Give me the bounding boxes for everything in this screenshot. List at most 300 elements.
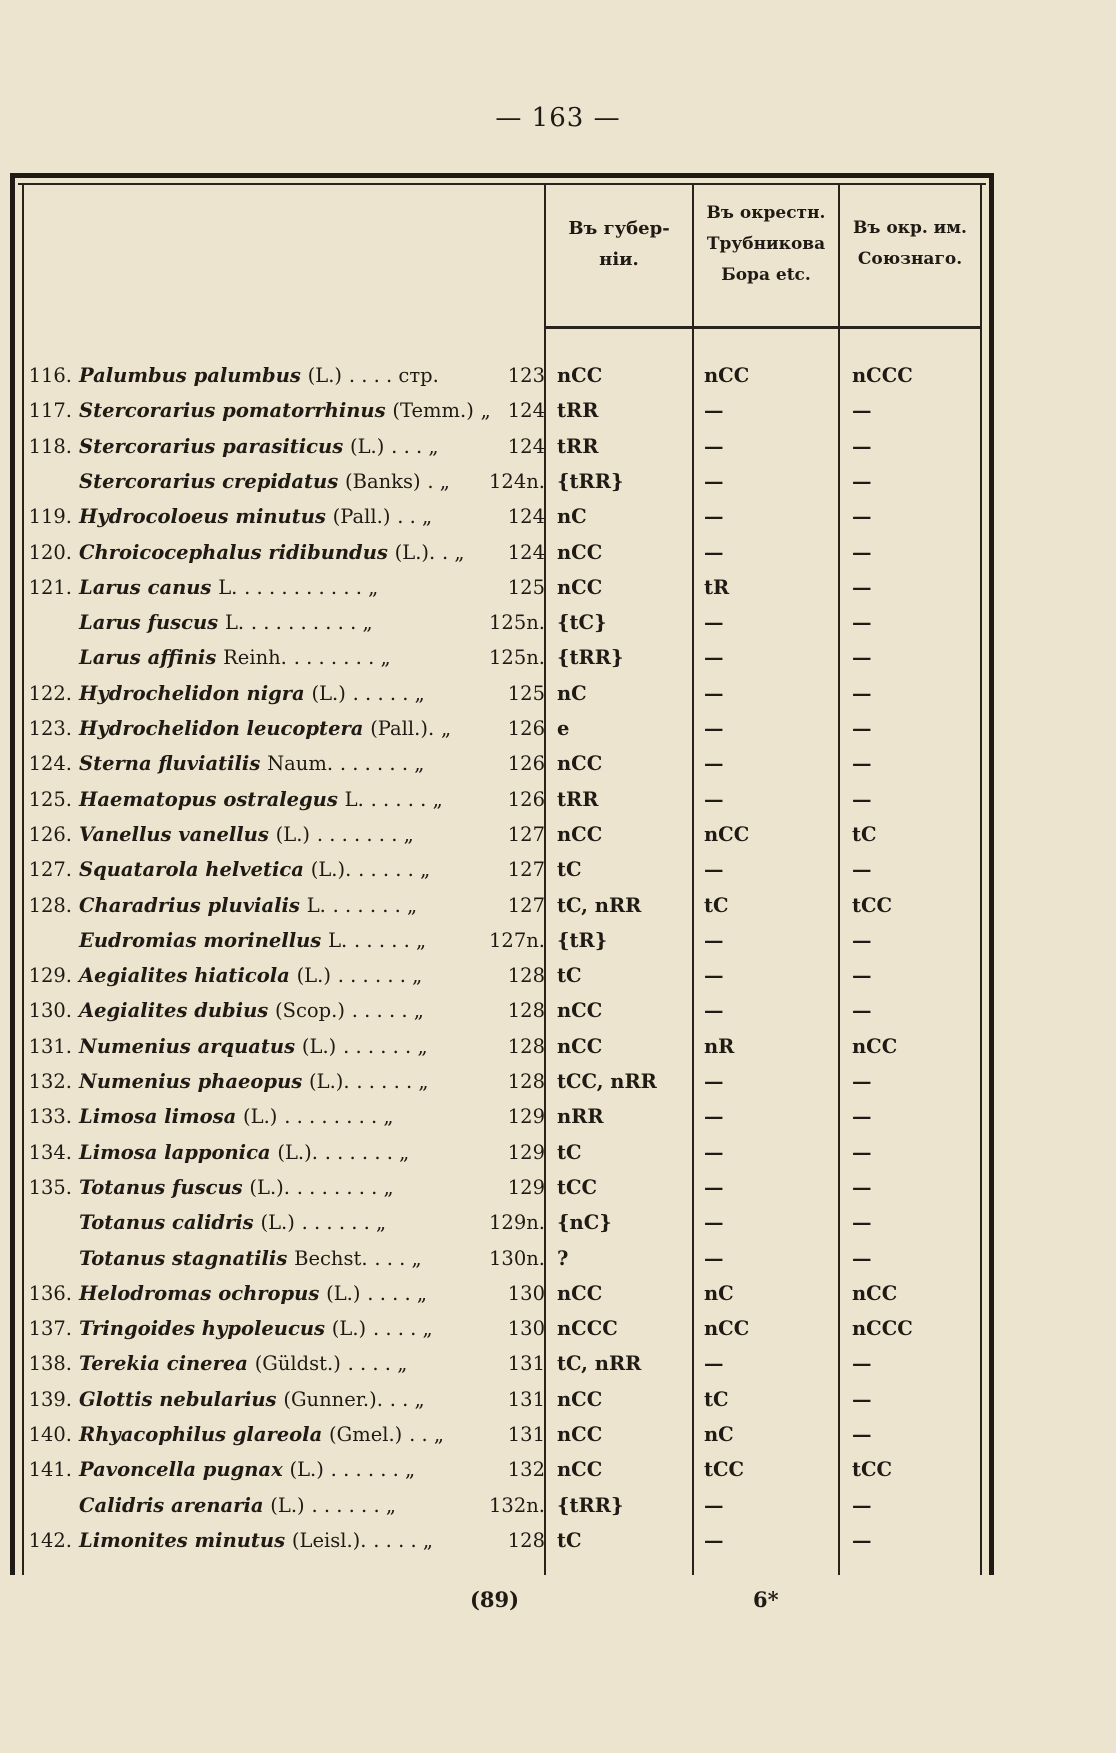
table-row <box>26 393 980 428</box>
page-reference: 127n. <box>489 928 545 952</box>
page-reference: 124 <box>507 540 545 564</box>
status-trubnikov: tR <box>704 575 730 599</box>
page-reference: 123 <box>507 364 545 387</box>
page-reference: 127 <box>507 822 545 846</box>
species-latin-name: Helodromas ochropus <box>79 1281 320 1305</box>
status-trubnikov: — <box>704 399 724 423</box>
species-author: (L.) <box>350 434 385 458</box>
species-name <box>79 1170 394 1205</box>
species-author: L. <box>224 611 245 635</box>
dot-leader: . . . . . . . „ <box>296 1175 394 1199</box>
species-latin-name: Stercorarius parasiticus <box>79 434 344 458</box>
column-header-trubnikov-line-3: Бора etc. <box>721 265 811 285</box>
species-latin-name: Hydrocoloeus minutus <box>79 505 326 529</box>
species-number: 129. <box>28 964 72 988</box>
status-soyuznoe: nCCC <box>852 364 913 387</box>
species-number: 117. <box>28 399 72 423</box>
species-author: Bechst. <box>294 1246 368 1270</box>
table-row <box>26 1452 980 1487</box>
species-number: 120. <box>28 540 72 564</box>
status-soyuznoe: — <box>852 752 872 776</box>
species-number: 142. <box>28 1528 72 1552</box>
status-gubernia: nRR <box>557 1105 604 1129</box>
page-reference: 132n. <box>489 1493 545 1517</box>
status-trubnikov: — <box>704 1140 724 1164</box>
status-gubernia: {nC} <box>557 1211 612 1235</box>
status-trubnikov: — <box>704 1352 724 1376</box>
status-trubnikov: — <box>704 646 724 670</box>
status-gubernia: ? <box>557 1246 569 1270</box>
table-row <box>26 923 980 958</box>
species-author: (L.) <box>275 822 311 846</box>
species-name <box>79 499 432 534</box>
dot-leader: . . . . . . „ <box>332 893 418 917</box>
species-number: 130. <box>28 999 72 1023</box>
species-author: (Gunner.). <box>283 1387 383 1411</box>
species-latin-name: Numenius phaeopus <box>79 1070 303 1093</box>
status-soyuznoe: tC <box>852 822 877 846</box>
status-trubnikov: tCC <box>704 1458 745 1482</box>
status-gubernia: tC <box>557 964 582 988</box>
species-name <box>79 1205 386 1240</box>
species-number: 119. <box>28 505 72 529</box>
species-name <box>79 817 414 852</box>
page-reference: 132 <box>507 1458 545 1482</box>
status-gubernia: nCC <box>557 1423 603 1446</box>
species-name <box>79 1311 433 1346</box>
species-name <box>79 1099 393 1134</box>
page-reference: 126 <box>507 787 545 811</box>
header-underline <box>546 326 980 329</box>
status-soyuznoe: — <box>852 681 872 705</box>
species-number: 133. <box>28 1105 72 1129</box>
species-name <box>79 1488 396 1523</box>
status-trubnikov: — <box>704 717 724 740</box>
table-row <box>26 852 980 887</box>
page-reference: 124 <box>507 505 545 529</box>
species-author: (L.) <box>331 1317 367 1341</box>
status-gubernia: nCC <box>557 575 603 599</box>
page-reference: 128 <box>507 1528 545 1552</box>
page-reference: 127 <box>507 858 545 882</box>
table-row <box>26 1135 980 1170</box>
page-reference: 128 <box>507 999 545 1023</box>
table-row <box>26 429 980 464</box>
species-number: 137. <box>28 1317 72 1341</box>
status-trubnikov: — <box>704 1105 724 1129</box>
page-reference: 131 <box>507 1352 545 1376</box>
species-name <box>79 1276 427 1311</box>
species-latin-name: Numenius arquatus <box>79 1034 296 1058</box>
page-reference: 127 <box>507 893 545 917</box>
dot-leader: . . . . . . „ <box>311 1493 396 1517</box>
status-soyuznoe: — <box>852 646 872 670</box>
species-latin-name: Hydrochelidon nigra <box>79 681 305 705</box>
dot-leader: . . . . . . . . „ <box>284 1105 394 1129</box>
status-trubnikov: nC <box>704 1281 734 1305</box>
species-name <box>79 711 451 746</box>
status-soyuznoe: — <box>852 1493 872 1517</box>
dot-leader: . . . . . . „ <box>330 1458 416 1482</box>
dot-leader: . . . . . „ <box>370 787 443 811</box>
status-soyuznoe: — <box>852 575 872 599</box>
status-soyuznoe: — <box>852 505 872 529</box>
species-author: L. <box>328 928 348 952</box>
status-gubernia: nCCC <box>557 1317 618 1341</box>
dot-leader: . . . . . . „ <box>301 1211 387 1235</box>
species-latin-name: Stercorarius pomatorrhinus <box>79 399 386 423</box>
status-soyuznoe: — <box>852 540 872 564</box>
species-latin-name: Totanus stagnatilis <box>79 1246 288 1270</box>
status-trubnikov: — <box>704 505 724 529</box>
species-author: (L.). <box>277 1140 318 1164</box>
species-number: 138. <box>28 1352 72 1376</box>
dot-leader: . . . . . . . „ <box>293 646 391 670</box>
species-latin-name: Totanus calidris <box>79 1211 254 1235</box>
footer-signature-left: (89) <box>470 1587 520 1612</box>
status-gubernia: tC <box>557 1140 582 1164</box>
species-latin-name: Larus fuscus <box>79 611 219 635</box>
page-reference: 125n. <box>489 646 545 670</box>
status-soyuznoe: — <box>852 1423 872 1446</box>
status-soyuznoe: — <box>852 1352 872 1376</box>
species-name <box>79 923 426 958</box>
status-gubernia: nC <box>557 505 587 529</box>
column-header-trubnikov <box>694 198 838 291</box>
status-soyuznoe: — <box>852 1246 872 1270</box>
species-name <box>79 1417 444 1452</box>
species-latin-name: Terekia cinerea <box>79 1352 248 1376</box>
species-author: (L.). <box>249 1175 290 1199</box>
species-name <box>79 358 439 393</box>
dot-leader: „ <box>480 399 491 423</box>
species-author: (Banks) <box>345 469 421 493</box>
species-number: 134. <box>28 1140 72 1164</box>
status-gubernia: nCC <box>557 822 603 846</box>
page-reference: 129 <box>507 1105 545 1129</box>
species-name <box>79 1346 407 1381</box>
page-reference: 129 <box>507 1175 545 1199</box>
dot-leader: . . „ <box>409 1423 444 1446</box>
species-latin-name: Pavoncella pugnax <box>79 1458 283 1482</box>
status-soyuznoe: — <box>852 999 872 1023</box>
species-latin-name: Tringoides hypoleucus <box>79 1317 325 1341</box>
species-name <box>79 852 430 887</box>
dot-leader: . . . . . . . . . . „ <box>244 575 379 599</box>
table-row <box>26 1241 980 1276</box>
status-trubnikov: — <box>704 540 724 564</box>
species-number: 141. <box>28 1458 72 1482</box>
dot-leader: . . „ <box>389 1387 425 1411</box>
status-soyuznoe: tCC <box>852 893 893 917</box>
species-latin-name: Larus affinis <box>79 646 217 670</box>
species-latin-name: Glottis nebularius <box>79 1387 277 1411</box>
species-author: (L.) <box>270 1493 305 1517</box>
status-trubnikov: — <box>704 681 724 705</box>
table-row <box>26 1311 980 1346</box>
table-row <box>26 358 980 393</box>
table-row <box>26 499 980 534</box>
dot-leader: . . . . „ <box>372 1317 433 1341</box>
species-latin-name: Eudromias morinellus <box>79 928 322 952</box>
species-author: (L.). <box>309 1070 350 1093</box>
page-reference: 130 <box>507 1317 545 1341</box>
species-author: (Temm.) <box>392 399 474 423</box>
status-gubernia: nC <box>557 681 587 705</box>
status-soyuznoe: — <box>852 1528 872 1552</box>
table-row <box>26 676 980 711</box>
species-name <box>79 958 422 993</box>
species-author: (L.) <box>260 1211 295 1235</box>
status-gubernia: tRR <box>557 787 599 811</box>
species-author: (L.) <box>307 364 343 387</box>
species-number: 127. <box>28 858 72 882</box>
species-latin-name: Limosa limosa <box>79 1105 237 1129</box>
species-name <box>79 746 424 781</box>
status-soyuznoe: nCC <box>852 1281 898 1305</box>
species-name <box>79 1029 428 1064</box>
status-trubnikov: nCC <box>704 822 750 846</box>
page-reference: 128 <box>507 1034 545 1058</box>
table-row <box>26 605 980 640</box>
species-number: 125. <box>28 787 72 811</box>
column-header-soyuznoe <box>840 213 980 275</box>
species-author: (L.) <box>326 1281 361 1305</box>
species-name <box>79 535 465 570</box>
status-gubernia: e <box>557 717 570 740</box>
status-soyuznoe: — <box>852 1387 872 1411</box>
table-row <box>26 1064 980 1099</box>
species-author: Naum. <box>267 752 334 776</box>
table-row <box>26 746 980 781</box>
status-trubnikov: nCC <box>704 1317 750 1341</box>
dot-leader: . . . . . . „ <box>337 964 423 988</box>
status-trubnikov: — <box>704 752 724 776</box>
species-number: 116. <box>28 364 72 387</box>
dot-leader: . . . . . „ <box>354 928 427 952</box>
column-header-gubernia <box>548 213 690 275</box>
status-trubnikov: tC <box>704 893 729 917</box>
status-soyuznoe: — <box>852 1211 872 1235</box>
species-latin-name: Aegialites hiaticola <box>79 964 290 988</box>
status-gubernia: nCC <box>557 752 603 776</box>
dot-leader: „ <box>440 717 452 740</box>
species-name <box>79 888 417 923</box>
species-author: (L.). <box>310 858 352 882</box>
dot-leader: . . . . „ <box>373 1528 433 1552</box>
species-number: 123. <box>28 717 72 740</box>
status-soyuznoe: nCCC <box>852 1317 913 1341</box>
dot-leader: . . . . . „ <box>356 1070 429 1093</box>
table-row <box>26 888 980 923</box>
species-author: (L.) <box>289 1458 324 1482</box>
dot-leader: . . . . . . . . . „ <box>250 611 373 635</box>
status-gubernia: tC, nRR <box>557 1352 642 1376</box>
status-soyuznoe: tCC <box>852 1458 893 1482</box>
species-author: (L.) <box>311 681 346 705</box>
table-row <box>26 1417 980 1452</box>
species-number: 121. <box>28 575 72 599</box>
species-name <box>79 464 450 499</box>
status-gubernia: tCC <box>557 1175 598 1199</box>
status-soyuznoe: — <box>852 858 872 882</box>
dot-leader: . . „ <box>397 505 433 529</box>
column-header-gubernia-line-1: Въ губер- <box>568 218 670 239</box>
dot-leader: . . . „ <box>391 434 439 458</box>
page-reference: 125 <box>507 681 545 705</box>
status-soyuznoe: — <box>852 1140 872 1164</box>
status-gubernia: {tRR} <box>557 1493 624 1517</box>
status-gubernia: {tRR} <box>557 646 624 670</box>
species-number: 128. <box>28 893 72 917</box>
species-latin-name: Squatarola helvetica <box>79 858 304 882</box>
species-name <box>79 1382 425 1417</box>
dot-leader: . . . . . . „ <box>339 752 425 776</box>
species-number: 136. <box>28 1281 72 1305</box>
status-gubernia: {tRR} <box>557 469 624 493</box>
species-name <box>79 570 378 605</box>
species-author: L. <box>344 787 364 811</box>
page-reference: 131 <box>507 1423 545 1446</box>
dot-leader: . . . . . „ <box>352 681 425 705</box>
dot-leader: . „ <box>442 540 465 564</box>
dot-leader: . . . . . . . „ <box>316 822 414 846</box>
species-name <box>79 993 424 1028</box>
dot-leader: . . . . . „ <box>351 999 424 1023</box>
status-soyuznoe: — <box>852 928 872 952</box>
species-name <box>79 1241 422 1276</box>
status-soyuznoe: — <box>852 1175 872 1199</box>
status-trubnikov: — <box>704 1528 724 1552</box>
species-author: L. <box>218 575 238 599</box>
status-trubnikov: — <box>704 787 724 811</box>
status-trubnikov: — <box>704 1070 724 1093</box>
status-soyuznoe: — <box>852 611 872 635</box>
table-row <box>26 958 980 993</box>
status-gubernia: nCC <box>557 540 603 564</box>
table-row <box>26 1276 980 1311</box>
table-row <box>26 1099 980 1134</box>
species-latin-name: Calidris arenaria <box>79 1493 264 1517</box>
species-name <box>79 676 425 711</box>
status-gubernia: tRR <box>557 399 599 423</box>
table-row <box>26 1488 980 1523</box>
status-trubnikov: nCC <box>704 364 750 387</box>
species-latin-name: Sterna fluviatilis <box>79 752 261 776</box>
species-latin-name: Aegialites dubius <box>79 999 269 1023</box>
table-inner-left-rule <box>22 185 24 1575</box>
species-latin-name: Palumbus palumbus <box>79 364 301 387</box>
status-soyuznoe: nCC <box>852 1034 898 1058</box>
status-gubernia: tRR <box>557 434 599 458</box>
species-latin-name: Charadrius pluvialis <box>79 893 300 917</box>
status-trubnikov: — <box>704 1175 724 1199</box>
table-row <box>26 464 980 499</box>
species-name <box>79 1523 433 1558</box>
status-trubnikov: tC <box>704 1387 729 1411</box>
status-trubnikov: — <box>704 1246 724 1270</box>
species-author: (Leisl.). <box>291 1528 367 1552</box>
species-latin-name: Limosa lapponica <box>79 1140 271 1164</box>
table-row <box>26 1382 980 1417</box>
status-trubnikov: — <box>704 964 724 988</box>
dot-leader: . „ <box>427 469 450 493</box>
dot-leader: . . . . „ <box>367 1281 427 1305</box>
status-gubernia: nCC <box>557 1281 603 1305</box>
species-author: (Gmel.) <box>329 1423 403 1446</box>
page-reference: 124 <box>507 399 545 423</box>
species-number: 139. <box>28 1387 72 1411</box>
table-row <box>26 1205 980 1240</box>
species-latin-name: Rhyacophilus glareola <box>79 1423 323 1446</box>
status-gubernia: tC <box>557 858 582 882</box>
status-gubernia: tC, nRR <box>557 893 642 917</box>
table-row <box>26 570 980 605</box>
page-reference: 126 <box>507 752 545 776</box>
species-latin-name: Larus canus <box>79 575 212 599</box>
species-author: L. <box>306 893 326 917</box>
status-gubernia: nCC <box>557 1458 603 1482</box>
page-reference: 124n. <box>489 469 545 493</box>
page-reference: 128 <box>507 964 545 988</box>
status-soyuznoe: — <box>852 399 872 423</box>
species-number: 135. <box>28 1175 72 1199</box>
species-number: 122. <box>28 681 72 705</box>
species-number: 124. <box>28 752 72 776</box>
column-header-soyuznoe-line-1: Въ окр. им. <box>853 218 967 238</box>
status-gubernia: tCC, nRR <box>557 1070 657 1093</box>
page-reference: 129n. <box>489 1211 545 1235</box>
status-gubernia: {tR} <box>557 928 608 952</box>
species-name <box>79 782 443 817</box>
species-author: (Güldst.) <box>254 1352 341 1376</box>
status-trubnikov: — <box>704 469 724 493</box>
page-number: — 163 — <box>495 103 621 133</box>
species-latin-name: Haematopus ostralegus <box>79 787 338 811</box>
species-name <box>79 1452 415 1487</box>
dot-leader: . . . . . . „ <box>343 1034 428 1058</box>
page-reference: 124 <box>507 434 545 458</box>
status-trubnikov: — <box>704 858 724 882</box>
page-reference: 129 <box>507 1140 545 1164</box>
table-row <box>26 535 980 570</box>
species-author: (Pall.). <box>370 717 435 740</box>
species-name <box>79 640 391 675</box>
status-soyuznoe: — <box>852 717 872 740</box>
species-author: (Pall.) <box>332 505 391 529</box>
species-author: (L.) <box>296 964 331 988</box>
column-header-soyuznoe-line-2: Союзнаго. <box>857 249 963 269</box>
page-reference: 131 <box>507 1387 545 1411</box>
table-row <box>26 1346 980 1381</box>
dot-leader: . . . . стр. <box>348 364 439 387</box>
column-header-trubnikov-line-1: Въ окрестн. <box>706 203 826 223</box>
species-author: (L.) <box>301 1034 337 1058</box>
page-reference: 126 <box>507 717 545 740</box>
species-latin-name: Hydrochelidon leucoptera <box>79 717 364 740</box>
status-gubernia: nCC <box>557 364 603 387</box>
page-reference: 130n. <box>489 1246 545 1270</box>
species-number: 131. <box>28 1034 72 1058</box>
species-number: 132. <box>28 1070 72 1093</box>
table-row <box>26 993 980 1028</box>
table-row <box>26 711 980 746</box>
dot-leader: . . . „ <box>374 1246 422 1270</box>
status-soyuznoe: — <box>852 469 872 493</box>
species-name <box>79 429 438 464</box>
status-trubnikov: — <box>704 999 724 1023</box>
status-trubnikov: — <box>704 1493 724 1517</box>
